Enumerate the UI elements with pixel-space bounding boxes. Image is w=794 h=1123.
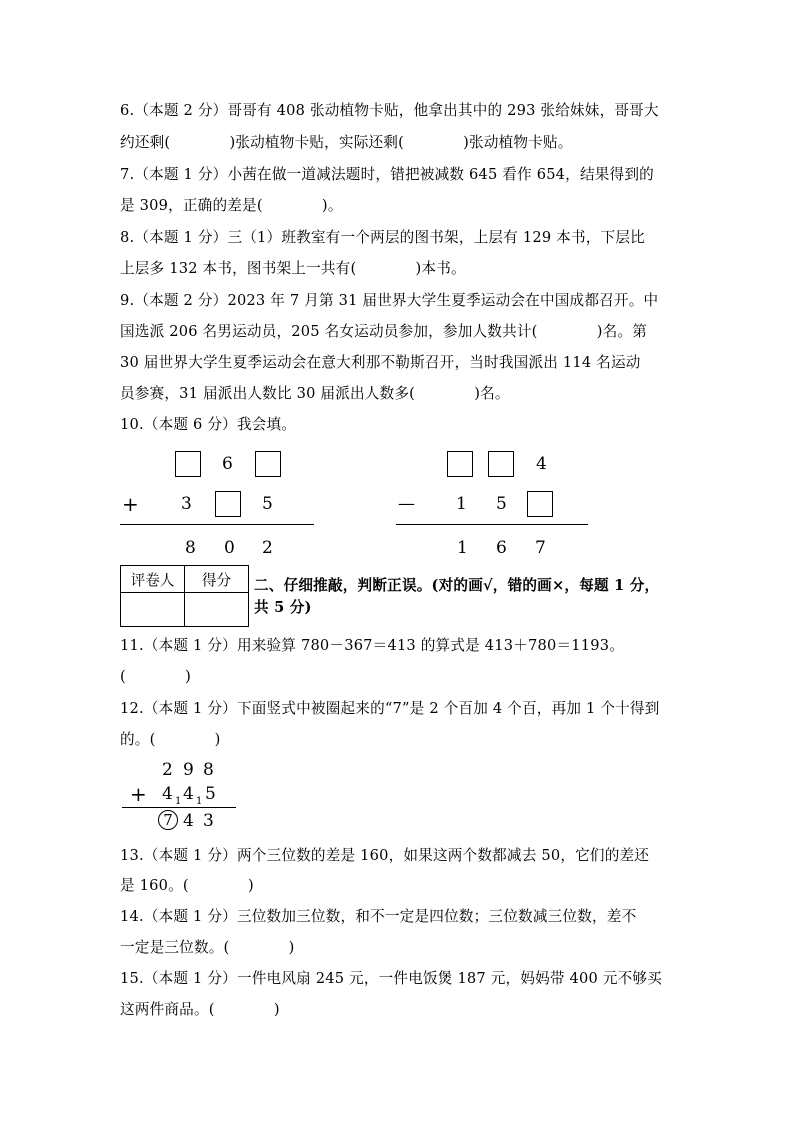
q10-right-bottom-hundreds: 1 — [456, 494, 467, 514]
q12-carry-tens: 1 — [196, 796, 203, 807]
q10-right-result-ones: 7 — [535, 538, 546, 558]
q12-rule — [122, 807, 236, 808]
score-table-grader-header: 评卷人 — [121, 566, 185, 593]
q10-left-bottom-ones: 5 — [262, 494, 273, 514]
q10-right-blank-ones[interactable] — [527, 491, 553, 517]
q12-line2[interactable]: 的。( ) — [120, 731, 221, 748]
q10-left-blank-tens[interactable] — [215, 491, 241, 517]
q10-right-operator: — — [398, 494, 415, 514]
q12-circled-digit — [158, 810, 178, 830]
q11-line1: 11.（本题 1 分）用来验算 780－367＝413 的算式是 413＋780＝1193。 — [120, 637, 624, 654]
q12-line1: 12.（本题 1 分）下面竖式中被圈起来的“7”是 2 个百加 4 个百，再加 1 个十得到 — [120, 700, 660, 717]
score-table-score-header: 得分 — [185, 566, 249, 593]
q12-carry-hundreds: 1 — [175, 796, 182, 807]
q10-right-top-ones: 4 — [536, 454, 547, 474]
q8-line1: 8.（本题 1 分）三（1）班教室有一个两层的图书架，上层有 129 本书，下层比 — [120, 229, 645, 246]
q12-top-hundreds: 2 — [162, 760, 173, 780]
q14-line1: 14.（本题 1 分）三位数加三位数，和不一定是四位数；三位数减三位数，差不 — [120, 908, 637, 925]
q12-bottom-ones: 5 — [205, 784, 216, 804]
q10-right-rule — [396, 524, 588, 525]
q10-right-blank-hundreds[interactable] — [447, 451, 473, 477]
q10-left-operator: + — [122, 492, 139, 516]
section2-heading-line2: 共 5 分) — [254, 599, 312, 616]
q9-line4: 员参赛，31 届派出人数比 30 届派出人数多( )名。 — [120, 385, 510, 402]
q12-circled-seven: 7 — [158, 810, 178, 830]
q10-right-result-hundreds: 1 — [457, 538, 468, 558]
section2-heading-line1: 二、仔细推敲，判断正误。(对的画√，错的画×，每题 1 分， — [254, 577, 660, 594]
q12-bottom-hundreds: 4 — [162, 784, 173, 804]
q10-left-blank-hundreds[interactable] — [175, 451, 201, 477]
q14-line2[interactable]: 一定是三位数。( ) — [120, 939, 295, 956]
q15-line2[interactable]: 这两件商品。( ) — [120, 1001, 280, 1018]
q7-line1: 7.（本题 1 分）小茜在做一道减法题时，错把被减数 645 看作 654，结果得到的 — [120, 166, 654, 183]
score-table-grader-cell[interactable] — [121, 593, 185, 627]
q6-line1: 6.（本题 2 分）哥哥有 408 张动植物卡贴，他拿出其中的 293 张给妹妹，哥哥大 — [120, 102, 659, 119]
q10-left-result-tens: 0 — [224, 538, 235, 558]
q10-left-rule — [120, 524, 314, 525]
q10-right-result-tens: 6 — [496, 538, 507, 558]
q10-left-top-tens: 6 — [222, 454, 233, 474]
q9-line1: 9.（本题 2 分）2023 年 7 月第 31 届世界大学生夏季运动会在中国成都召开。中 — [120, 292, 659, 309]
score-table — [120, 565, 249, 627]
q10-right-bottom-tens: 5 — [496, 494, 507, 514]
q11-answer-blank[interactable]: ( ) — [120, 668, 191, 685]
q10-left-blank-ones[interactable] — [255, 451, 281, 477]
q10-left-bottom-hundreds: 3 — [181, 494, 192, 514]
q12-top-tens: 9 — [183, 760, 194, 780]
score-table-score-cell[interactable] — [185, 593, 249, 627]
q10-left-result-hundreds: 8 — [185, 538, 196, 558]
q12-bottom-tens: 4 — [183, 784, 194, 804]
q12-top-ones: 8 — [203, 760, 214, 780]
q12-result-ones: 3 — [203, 811, 214, 831]
q13-line1: 13.（本题 1 分）两个三位数的差是 160，如果这两个数都减去 50，它们的差还 — [120, 847, 650, 864]
q8-line2: 上层多 132 本书，图书架上一共有( )本书。 — [120, 260, 466, 277]
q15-line1: 15.（本题 1 分）一件电风扇 245 元，一件电饭煲 187 元，妈妈带 400 元不够买 — [120, 970, 663, 987]
q6-line2: 约还剩( )张动植物卡贴，实际还剩( )张动植物卡贴。 — [120, 134, 573, 151]
q7-line2: 是 309，正确的差是( )。 — [120, 197, 343, 214]
q12-operator: + — [130, 782, 147, 806]
q10-left-result-ones: 2 — [262, 538, 273, 558]
q10-text: 10.（本题 6 分）我会填。 — [120, 416, 297, 433]
q10-right-blank-tens[interactable] — [488, 451, 514, 477]
q9-line2: 国选派 206 名男运动员，205 名女运动员参加，参加人数共计( )名。第 — [120, 323, 648, 340]
q13-line2[interactable]: 是 160。( ) — [120, 877, 254, 894]
q9-line3: 30 届世界大学生夏季运动会在意大利那不勒斯召开，当时我国派出 114 名运动 — [120, 354, 641, 371]
q12-result-tens: 4 — [183, 811, 194, 831]
